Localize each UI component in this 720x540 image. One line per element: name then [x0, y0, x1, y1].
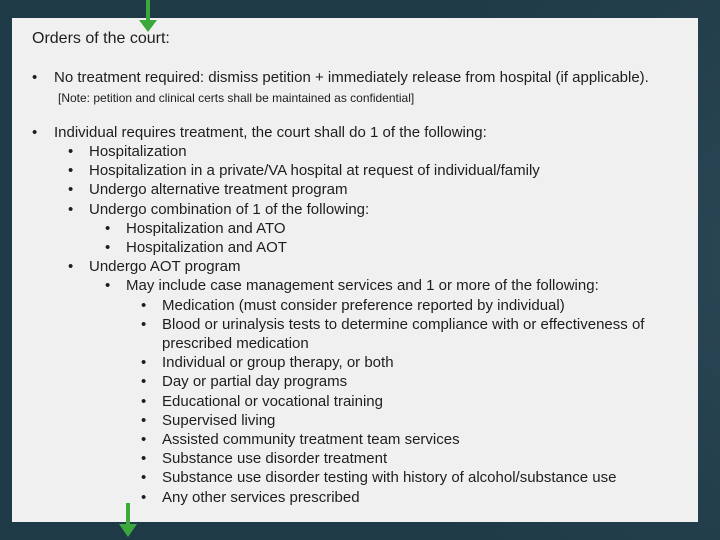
bullet: •: [141, 354, 147, 372]
list-item: [32, 238, 692, 257]
list-item-text: Day or partial day programs: [162, 373, 348, 391]
list-item-text: Hospitalization: [89, 143, 187, 160]
bullet: •: [105, 239, 111, 257]
slide-title: Orders of the court:: [32, 30, 170, 47]
list-item-text: Any other services prescribed: [162, 488, 360, 506]
slide-content: [32, 30, 692, 507]
list-item: [32, 468, 692, 487]
list-item: [32, 430, 692, 449]
bullet: •: [141, 315, 147, 333]
list-item-text: Hospitalization in a private/VA hospital at request of individual/family: [89, 162, 540, 180]
arrow-down-icon: [118, 503, 138, 540]
bullet: •: [68, 162, 74, 180]
bullet: •: [68, 200, 74, 218]
list-item-text: Blood or urinalysis tests to determine compliance with or effectiveness of: [162, 315, 645, 333]
bullet: •: [32, 69, 38, 86]
bullet: •: [68, 258, 74, 276]
list-item-text: Individual or group therapy, or both: [162, 354, 394, 372]
list-item-text: Undergo alternative treatment program: [89, 181, 348, 199]
list-item-text: prescribed medication: [162, 335, 309, 353]
list-item: [32, 219, 692, 238]
list-item-continuation: [32, 334, 692, 353]
list-item: [32, 142, 692, 161]
bullet: •: [141, 296, 147, 314]
list-item-text: Assisted community treatment team services: [162, 431, 460, 449]
list-item-text: Undergo AOT program: [89, 258, 241, 276]
list-item-text: Hospitalization and ATO: [126, 219, 286, 237]
list-item-text: Medication (must consider preference reported by individual): [162, 296, 565, 314]
list-item-text: Substance use disorder testing with history of alcohol/substance use: [162, 469, 617, 487]
list-item: [32, 257, 692, 276]
list-item: [32, 123, 692, 142]
list-item: [32, 296, 692, 315]
list-item: [32, 392, 692, 411]
bullet: •: [141, 431, 147, 449]
list-item: [32, 449, 692, 468]
arrow-down-icon: [138, 0, 158, 34]
list-item: [32, 411, 692, 430]
list-item: [32, 200, 692, 219]
list-item: [32, 488, 692, 507]
note-text: [Note: petition and clinical certs shall be maintained as confidential]: [58, 91, 415, 105]
bullet: •: [68, 181, 74, 199]
list-item-text: Substance use disorder treatment: [162, 450, 388, 468]
list-item-text: Educational or vocational training: [162, 392, 383, 410]
bullet: •: [105, 277, 111, 295]
bullet: •: [32, 124, 38, 141]
bullet: •: [141, 450, 147, 468]
bullet: •: [105, 219, 111, 237]
list-item: [32, 180, 692, 199]
list-item-text: No treatment required: dismiss petition + immediately release from hospital (if applicable).: [54, 69, 649, 86]
list-item: [32, 353, 692, 372]
list-item-text: Hospitalization and AOT: [126, 239, 287, 257]
bullet: •: [141, 411, 147, 429]
list-item-text: Supervised living: [162, 411, 276, 429]
bullet: •: [141, 469, 147, 487]
bullet: •: [141, 488, 147, 506]
list-item: [32, 276, 692, 295]
list-item-text: May include case management services and 1 or more of the following:: [126, 277, 599, 295]
bullet: •: [68, 143, 74, 160]
bullet: •: [141, 373, 147, 391]
list-item-text: Individual requires treatment, the court shall do 1 of the following:: [54, 124, 487, 141]
list-item-text: Undergo combination of 1 of the following:: [89, 200, 370, 218]
list-item: [32, 68, 692, 87]
list-item: [32, 315, 692, 334]
list-item: [32, 372, 692, 391]
list-item: [32, 161, 692, 180]
bullet: •: [141, 392, 147, 410]
